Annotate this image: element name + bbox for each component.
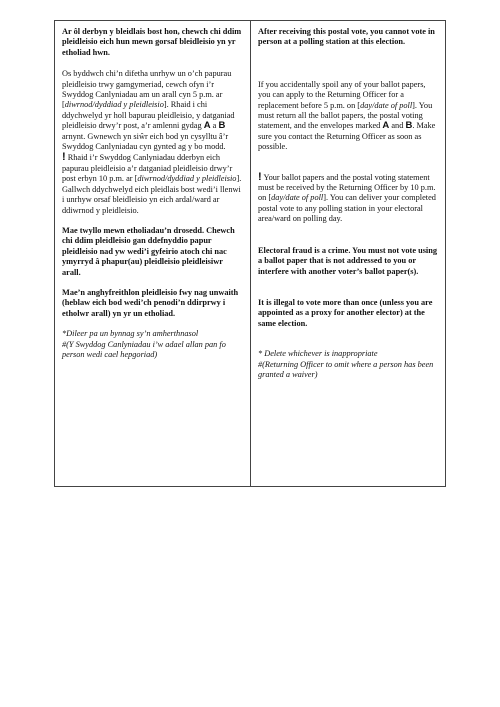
welsh-fraud-warning: Mae twyllo mewn etholiadau’n drosedd. Chewch chi ddim pleidleisio gan ddefnyddio papur pleidleisio nad yw wedi’i gyfeirio atoch chi nac ymyrryd â phapur(au) pleidleisio pleidleisiwr arall. xyxy=(62,225,235,277)
welsh-footnote-delete: *Dileer pa un bynnag sy’n amherthnasol xyxy=(62,329,199,339)
welsh-date-placeholder: diwrnod/dyddiad y pleidleisio xyxy=(137,174,237,184)
english-deadline-paragraph: ! Your ballot papers and the postal voting statement must be received by the Returning Officer by 10 p.m. on [day/date of poll]. You can deliver your completed postal vote to any polling station in your electoral area/ward on polling day. xyxy=(258,170,436,224)
exclamation-icon: ! xyxy=(62,151,66,164)
envelope-a-marker: A xyxy=(203,120,211,132)
welsh-spoilt-ballot-paragraph: Os byddwch chi’n difetha unrhyw un o’ch papurau pleidleisio trwy gamgymeriad, cewch ofyn i’r Swyddog Canlyniadau am un arall cyn 5 p.m. ar [diwrnod/dyddiad y pleidleisio]. Rhaid i chi ddychwelyd yr holl bapurau pleidleisio, y datganiad pleidleisio drwy’r post, a’r amlenni gydag A a B arnynt. Gwnewch yn siŵr eich bod yn cysylltu â’r Swyddog Canlyniadau cyn gynted ag y bo modd. xyxy=(62,69,235,152)
envelope-b-marker: B xyxy=(218,120,226,132)
welsh-illegal-vote-warning: Mae’n anghyfreithlon pleidleisio fwy nag unwaith (heblaw eich bod wedi’ch penodi’n ddirprwy i etholwr arall) yn yr un etholiad. xyxy=(62,287,239,318)
english-postal-vote-notice: After receiving this postal vote, you cannot vote in person at a polling station at this election. xyxy=(258,27,435,47)
envelope-b-marker: B xyxy=(405,120,413,132)
envelope-a-marker: A xyxy=(382,120,390,132)
welsh-footnote-omit: #(Y Swyddog Canlyniadau i’w adael allan pan fo person wedi cael hepgoriad) xyxy=(62,339,226,359)
welsh-deadline-paragraph: ! Rhaid i’r Swyddog Canlyniadau dderbyn eich papurau pleidleisio a’r datganiad pleidleisio drwy’r post erbyn 10 p.m. ar [diwrnod/dyddiad y pleidleisio]. Gallwch ddychwelyd eich pleidlais bost wedi’i llenwi i unrhyw orsaf bleidleisio yn eich ardal/ward ar ddiwrnod y pleidleisio. xyxy=(62,151,242,215)
english-footnote-omit: #(Returning Officer to omit where a person has been granted a waiver) xyxy=(258,359,434,379)
english-illegal-vote-warning: It is illegal to vote more than once (unless you are appointed as a proxy for another elector) at the same election. xyxy=(258,297,433,328)
english-footnote-delete: * Delete whichever is inappropriate xyxy=(258,349,378,359)
bilingual-notice-table xyxy=(54,20,446,487)
welsh-postal-vote-notice: Ar ôl derbyn y bleidlais bost hon, chewch chi ddim pleidleisio eich hun mewn gorsaf bleidleisio yn yr etholiad hwn. xyxy=(62,27,242,57)
exclamation-icon: ! xyxy=(258,170,262,183)
english-date-placeholder: day/date of poll xyxy=(360,100,413,110)
welsh-date-placeholder: diwrnod/dyddiad y pleidleisio xyxy=(64,100,164,110)
welsh-column xyxy=(55,21,251,486)
english-spoilt-ballot-paragraph: If you accidentally spoil any of your ballot papers, you can apply to the Returning Officer for a replacement before 5 p.m. on [day/date of poll]. You must return all the ballot papers, the postal voting statement, and the envelopes marked A and B. Make sure you contact the Returning Officer as soon as possible. xyxy=(258,79,436,152)
english-fraud-warning: Electoral fraud is a crime. You must not vote using a ballot paper that is not addressed to you or interfere with another voter’s ballot paper(s). xyxy=(258,245,437,276)
english-date-placeholder: day/date of poll xyxy=(271,193,324,203)
english-column xyxy=(251,21,445,486)
